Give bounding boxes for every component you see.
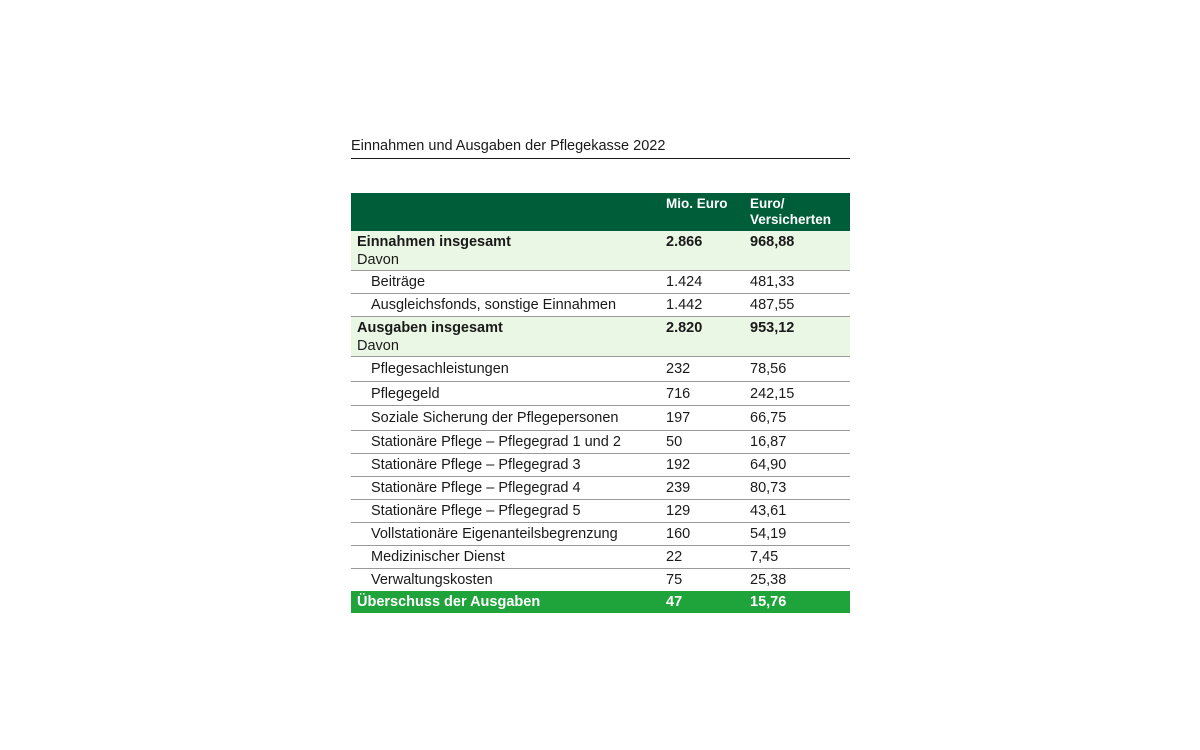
row-mio: 22 (666, 548, 683, 565)
row-label: Soziale Sicherung der Pflegepersonen (371, 410, 619, 426)
table-row (351, 454, 850, 477)
row-mio: 160 (666, 525, 691, 542)
table-row (351, 431, 850, 454)
row-mio: 50 (666, 433, 683, 450)
income-total-row (351, 231, 850, 271)
expenses-davon-label: Davon (357, 338, 399, 354)
row-label: Verwaltungskosten (371, 571, 493, 588)
expenses-total-row (351, 317, 850, 357)
row-label: Ausgleichsfonds, sonstige Einnahmen (371, 297, 617, 313)
table-row (351, 294, 850, 317)
row-per: 25,38 (750, 571, 787, 588)
surplus-per: 15,76 (750, 593, 787, 610)
row-per: 7,45 (750, 548, 779, 565)
row-per: 481,33 (750, 274, 795, 290)
income-total-per: 968,88 (750, 234, 795, 250)
table-row (351, 271, 850, 294)
expenses-total-label: Ausgaben insgesamt (357, 320, 503, 336)
row-per: 66,75 (750, 410, 787, 426)
finance-table-figure (351, 136, 850, 610)
table-row (351, 500, 850, 523)
table-row (351, 357, 850, 382)
row-label: Stationäre Pflege – Pflegegrad 4 (371, 479, 581, 496)
row-mio: 197 (666, 410, 691, 426)
row-mio: 239 (666, 479, 691, 496)
header-euro-per-insured-line2: Versicherten (750, 212, 832, 227)
row-label: Vollstationäre Eigenanteilsbegrenzung (371, 525, 618, 542)
table-row (351, 382, 850, 407)
header-mio-euro: Mio. Euro (666, 196, 728, 211)
table-title: Einnahmen und Ausgaben der Pflegekasse 2022 (351, 136, 850, 159)
row-per: 16,87 (750, 433, 787, 450)
expenses-total-per: 953,12 (750, 320, 795, 336)
table-row (351, 569, 850, 591)
row-per: 487,55 (750, 297, 795, 313)
surplus-label: Überschuss der Ausgaben (357, 593, 541, 610)
row-per: 78,56 (750, 361, 787, 377)
surplus-total-row (351, 591, 850, 613)
surplus-mio: 47 (666, 593, 683, 610)
row-label: Pflegegeld (371, 385, 440, 402)
row-mio: 1.442 (666, 297, 703, 313)
row-per: 64,90 (750, 456, 787, 473)
row-per: 242,15 (750, 385, 795, 402)
table-row (351, 477, 850, 500)
row-mio: 75 (666, 571, 683, 588)
row-label: Stationäre Pflege – Pflegegrad 3 (371, 456, 581, 473)
header-euro-per-insured-line1: Euro/ (750, 196, 785, 211)
table-row (351, 406, 850, 431)
row-mio: 192 (666, 456, 691, 473)
row-label: Pflegesachleistungen (371, 361, 509, 377)
table-row (351, 546, 850, 569)
row-per: 80,73 (750, 479, 787, 496)
income-total-label: Einnahmen insgesamt (357, 234, 511, 250)
row-mio: 1.424 (666, 274, 703, 290)
table-header (351, 193, 850, 231)
expenses-total-mio: 2.820 (666, 320, 703, 336)
table-row (351, 523, 850, 546)
finance-table (351, 193, 850, 613)
row-mio: 716 (666, 385, 691, 402)
income-total-mio: 2.866 (666, 234, 703, 250)
row-mio: 129 (666, 502, 691, 519)
row-per: 54,19 (750, 525, 787, 542)
income-davon-label: Davon (357, 252, 399, 268)
header-euro-per-insured (750, 196, 831, 228)
row-label: Medizinischer Dienst (371, 548, 505, 565)
row-label: Beiträge (371, 274, 426, 290)
row-label: Stationäre Pflege – Pflegegrad 1 und 2 (371, 433, 621, 450)
row-per: 43,61 (750, 502, 787, 519)
row-label: Stationäre Pflege – Pflegegrad 5 (371, 502, 581, 519)
row-mio: 232 (666, 361, 691, 377)
